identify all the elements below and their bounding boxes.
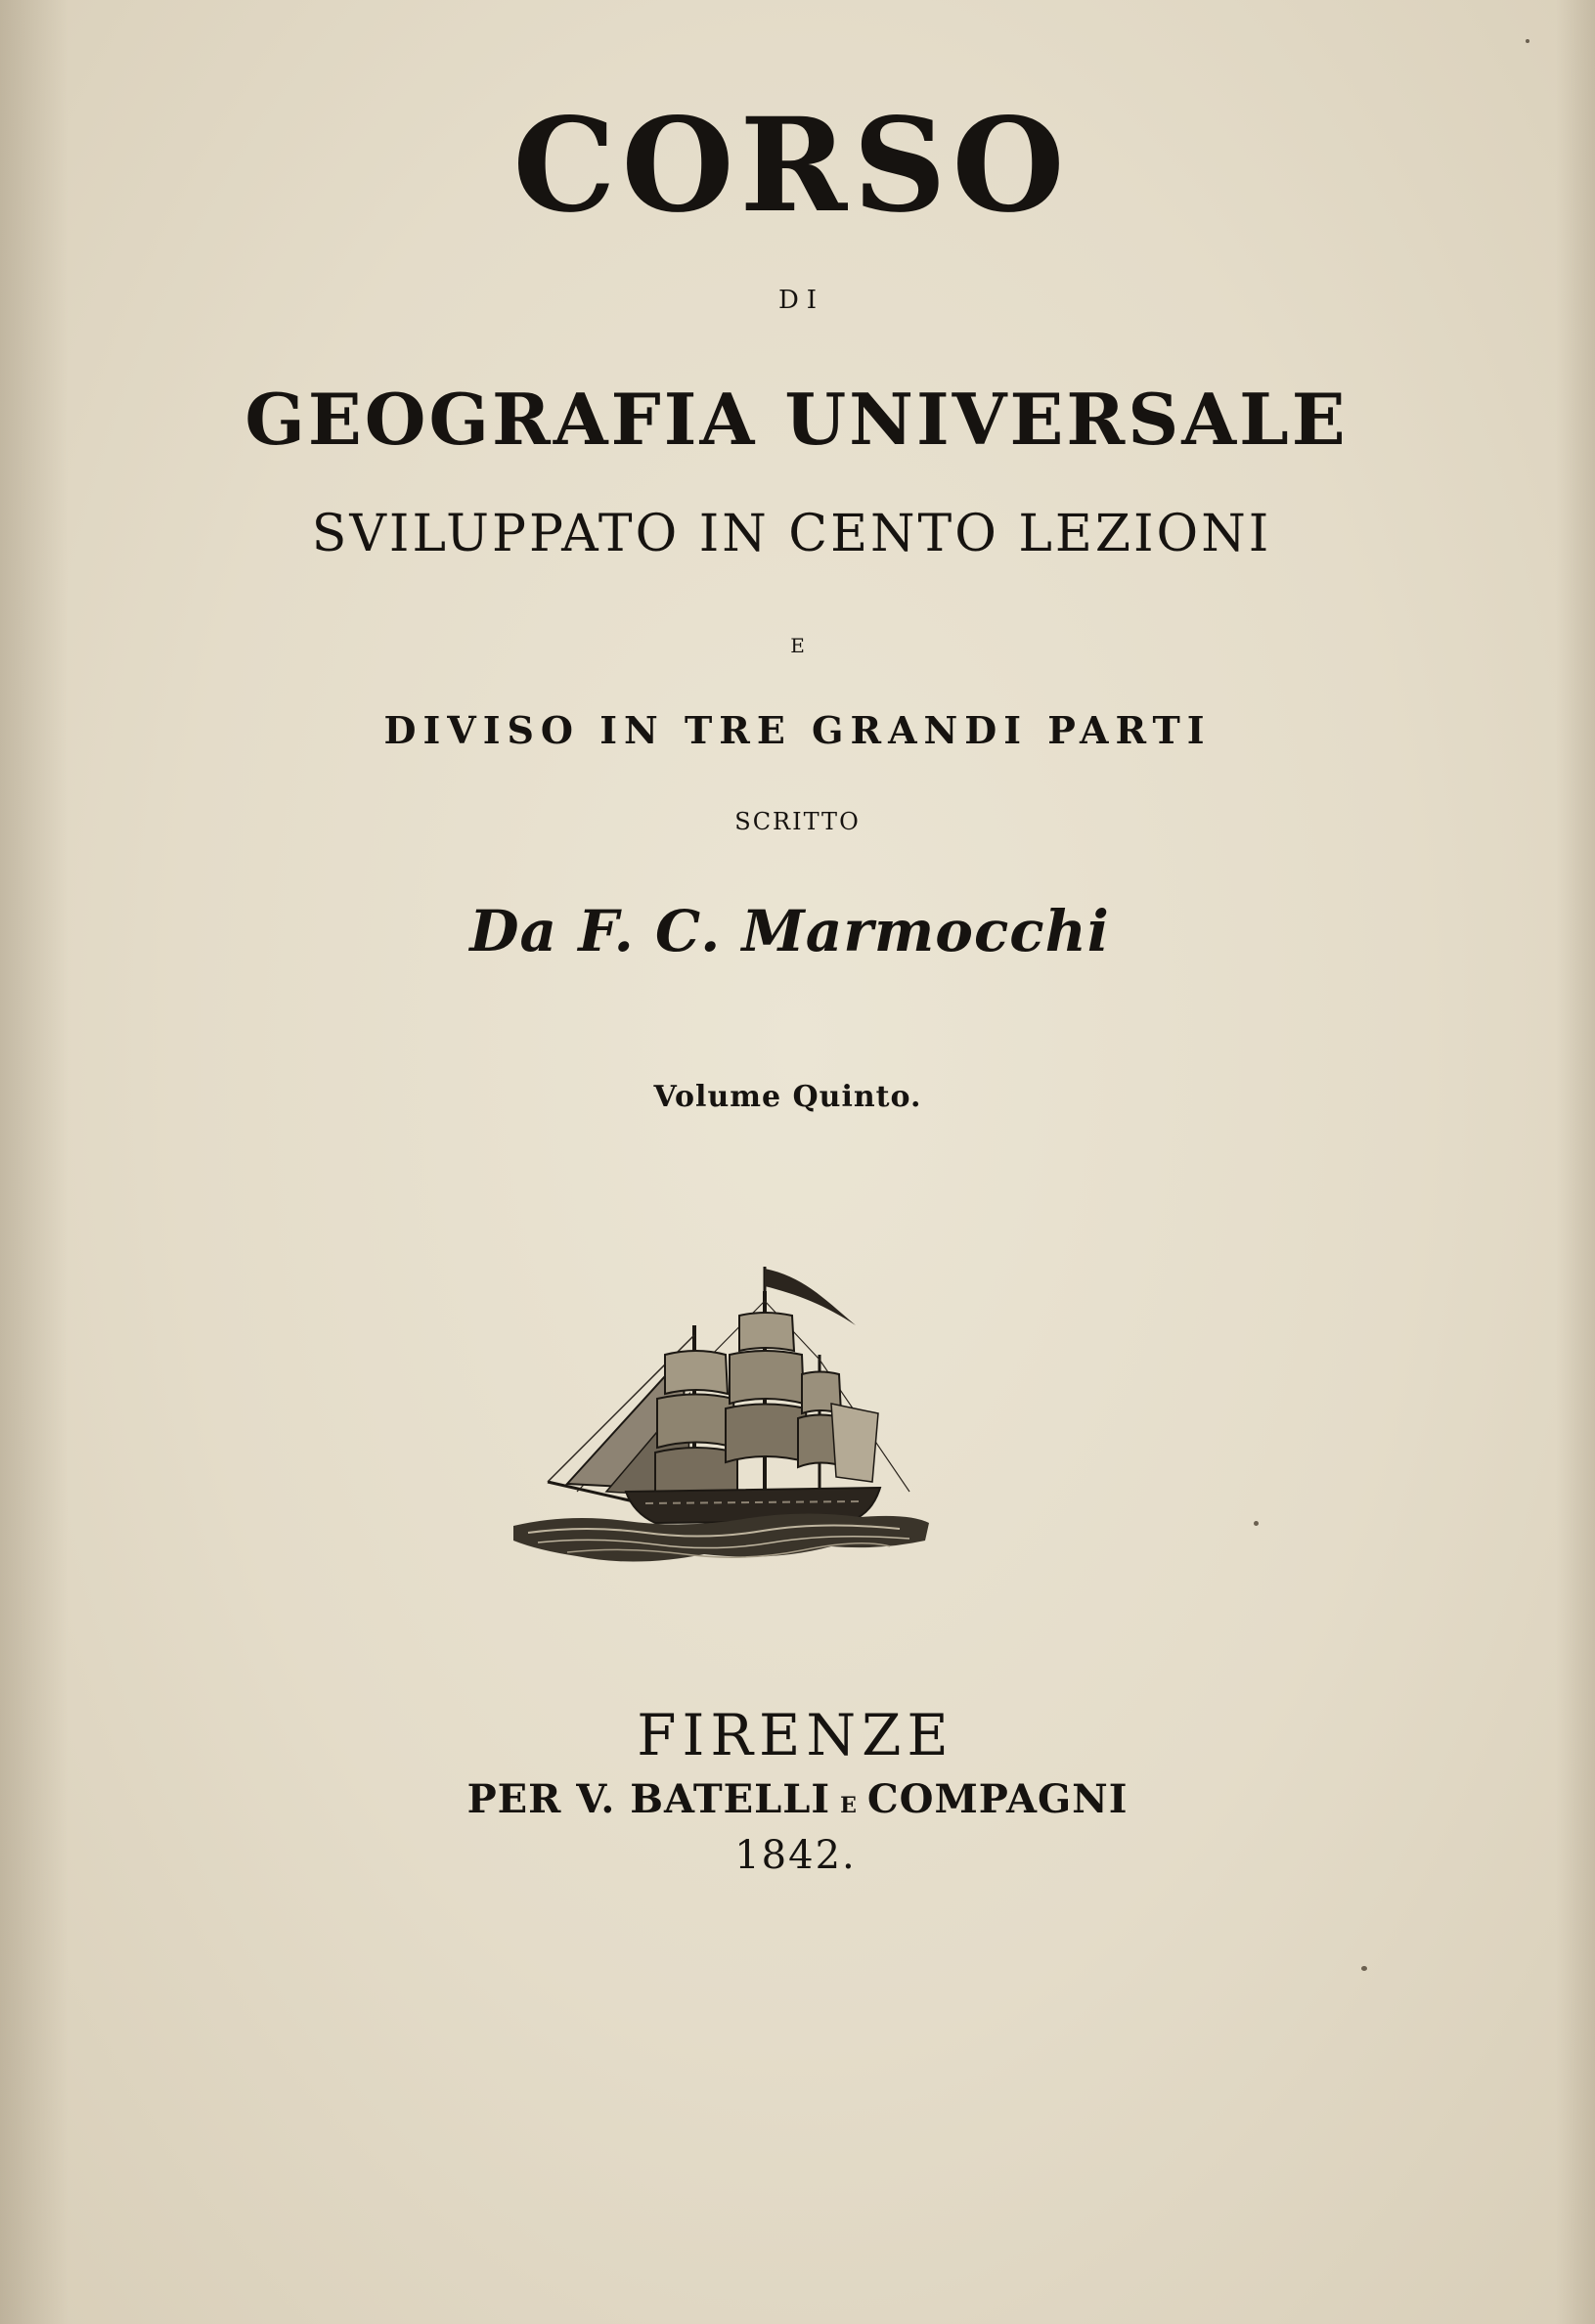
subtitle-line-1: SVILUPPATO IN CENTO LEZIONI (311, 505, 1272, 563)
main-title: GEOGRAFIA UNIVERSALE (244, 378, 1349, 461)
imprint-year: 1842. (734, 1833, 857, 1878)
imprint-city: FIRENZE (637, 1702, 954, 1768)
publisher-conjunction: E (840, 1793, 858, 1818)
paper-speck (1254, 1521, 1259, 1526)
volume-label: Volume Quinto. (653, 1080, 922, 1114)
paper-speck (1526, 39, 1529, 43)
paper-speck (1361, 1966, 1367, 1971)
imprint-publisher (0, 1776, 1595, 1822)
author-name: Da F. C. Marmocchi (469, 898, 1110, 964)
written-by-label: SCRITTO (734, 808, 861, 835)
page-edge-shadow (1556, 0, 1595, 2324)
sailing-ship-icon (509, 1257, 939, 1589)
title-preposition: DI (777, 286, 825, 315)
publisher-suffix: COMPAGNI (866, 1776, 1129, 1822)
page-edge-shadow (0, 0, 68, 2324)
title-conjunction: E (790, 634, 805, 657)
book-title: CORSO (512, 90, 1071, 242)
publisher-name: PER V. BATELLI (466, 1776, 831, 1822)
subtitle-line-2: DIVISO IN TRE GRANDI PARTI (383, 708, 1212, 752)
